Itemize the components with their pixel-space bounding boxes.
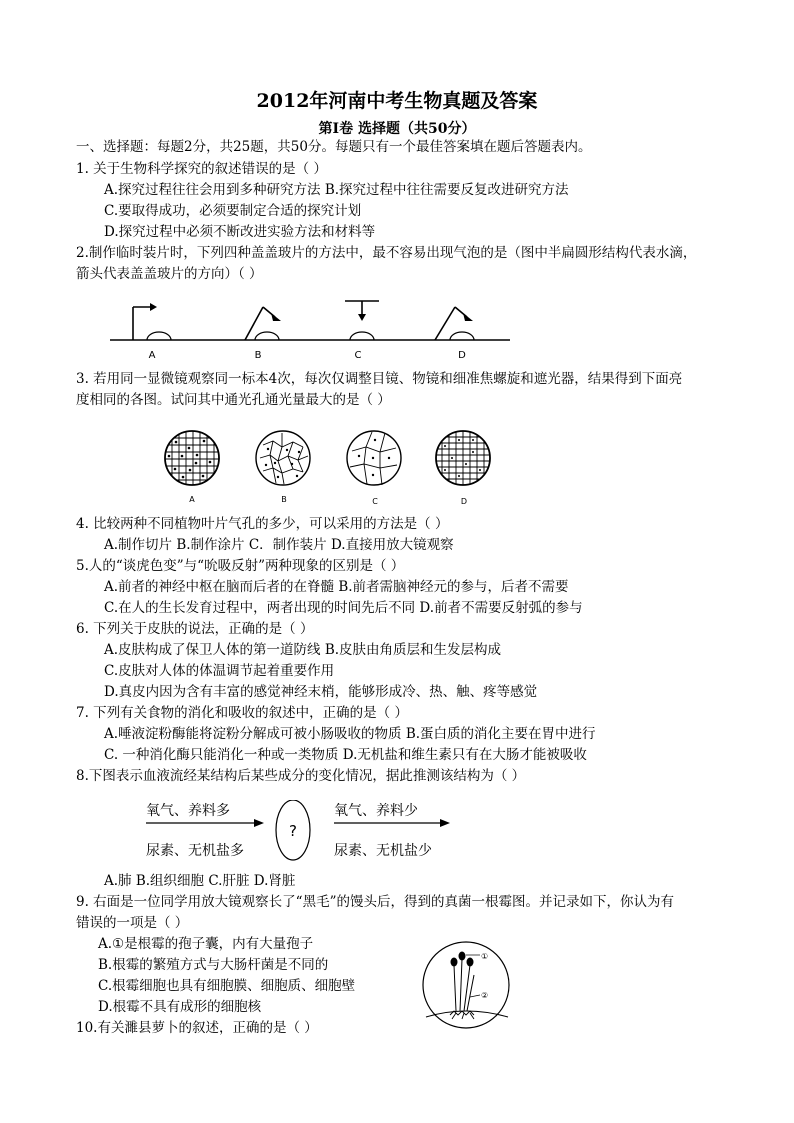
q1-option-c: C.要取得成功，必须要制定合适的探究计划 <box>104 203 362 219</box>
q8-question-mark: ? <box>289 822 297 840</box>
q2-figure-b <box>245 307 281 340</box>
q3-microscope-figure <box>160 425 520 510</box>
q7-options-ab: A.唾液淀粉酶能将淀粉分解成可被小肠吸收的物质 B.蛋白质的消化主要在胃中进行 <box>104 726 596 742</box>
q1-options-ab: A.探究过程往往会用到多种研究方法 B.探究过程中往往需要反复改进研究方法 <box>104 182 569 198</box>
q3-field-b <box>256 431 310 485</box>
q3-label-a: A <box>189 495 195 504</box>
q2-stem-line2: 箭头代表盖盖玻片的方向）（ ） <box>76 266 263 282</box>
q2-figure-d <box>435 307 474 340</box>
q2-figure-a <box>133 303 171 340</box>
q8-output-bottom: 尿素、无机盐少 <box>334 843 432 859</box>
q5-options-cd: C.在人的生长发育过程中，两者出现的时间先后不同 D.前者不需要反射弧的参与 <box>104 600 583 616</box>
q8-options: A.肺 B.组织细胞 C.肝脏 D.肾脏 <box>104 873 296 889</box>
q6-option-d: D.真皮内因为含有丰富的感觉神经末梢，能够形成冷、热、触、疼等感觉 <box>104 684 538 700</box>
q3-stem-line1: 3. 若用同一显微镜观察同一标本4次，每次仅调整目镜、物镜和细准焦螺旋和遮光器，结果得到下面亮 <box>76 371 683 387</box>
q2-label-d: D <box>458 350 466 361</box>
q3-stem-line2: 度相同的各图。试问其中通光孔通光量最大的是（ ） <box>76 392 391 408</box>
q8-stem: 8.下图表示血液流经某结构后某些成分的变化情况，据此推测该结构为（ ） <box>76 768 526 784</box>
section-heading: 第Ⅰ卷 选择题（共50分） <box>318 121 476 137</box>
q2-coverslip-figure <box>105 295 515 363</box>
q1-option-d: D.探究过程中必须不断改进实验方法和材料等 <box>104 224 376 240</box>
q9-stem-line2: 错误的一项是（ ） <box>76 915 189 931</box>
q4-stem: 4. 比较两种不同植物叶片气孔的多少，可以采用的方法是（ ） <box>76 516 449 532</box>
intro-line: 一、选择题：每题2分，共25题，共50分。每题只有一个最佳答案填在题后答题表内。 <box>76 139 592 155</box>
q1-stem: 1. 关于生物科学探究的叙述错误的是（ ） <box>76 161 327 177</box>
q9-stem-line1: 9. 右面是一位同学用放大镜观察长了“黑毛”的馒头后，得到的真菌一根霉图。并记录如下，你认为有 <box>76 894 674 910</box>
q5-options-ab: A.前者的神经中枢在脑而后者的在脊髓 B.前者需脑神经元的参与，后者不需要 <box>104 579 569 595</box>
q4-options: A.制作切片 B.制作涂片 C．制作装片 D.直接用放大镜观察 <box>104 537 454 553</box>
q6-option-c: C.皮肤对人体的体温调节起着重要作用 <box>104 663 335 679</box>
q3-label-d: D <box>460 497 468 506</box>
q9-option-d: D.根霉不具有成形的细胞核 <box>98 999 262 1015</box>
q9-option-a: A.①是根霉的孢子囊，内有大量孢子 <box>98 936 314 952</box>
q3-field-d <box>430 425 496 491</box>
q2-label-a: A <box>148 350 156 361</box>
q2-label-c: C <box>354 350 362 361</box>
q9-rhizopus-figure <box>420 935 520 1035</box>
q9-label-2: ② <box>481 991 489 1000</box>
q10-stem: 10.有关濉县萝卜的叙述，正确的是（ ） <box>76 1020 318 1036</box>
q3-label-c: C <box>372 497 378 506</box>
q3-field-c <box>347 431 401 485</box>
q5-stem: 5.人的“谈虎色变”与“吮吸反射”两种现象的区别是（ ） <box>76 558 405 574</box>
q6-stem: 6. 下列关于皮肤的说法，正确的是（ ） <box>76 621 314 637</box>
q6-options-ab: A.皮肤构成了保卫人体的第一道防线 B.皮肤由角质层和生发层构成 <box>104 642 502 658</box>
q3-field-a <box>160 425 224 491</box>
q8-input-top: 氧气、养料多 <box>146 803 230 819</box>
page-title: 2012年河南中考生物真题及答案 <box>256 90 538 112</box>
q9-label-1: ① <box>481 952 489 961</box>
q7-stem: 7. 下列有关食物的消化和吸收的叙述中，正确的是（ ） <box>76 705 408 721</box>
q9-option-b: B.根霉的繁殖方式与大肠杆菌是不同的 <box>98 957 329 973</box>
q8-input-bottom: 尿素、无机盐多 <box>146 843 244 859</box>
q8-output-top: 氧气、养料少 <box>334 803 418 819</box>
q2-figure-c <box>345 301 379 340</box>
q3-label-b: B <box>281 495 287 504</box>
q2-label-b: B <box>254 350 262 361</box>
q9-option-c: C.根霉细胞也具有细胞膜、细胞质、细胞壁 <box>98 978 356 994</box>
q7-options-cd: C. 一种消化酶只能消化一种或一类物质 D.无机盐和维生素只有在大肠才能被吸收 <box>104 747 587 763</box>
q2-stem-line1: 2.制作临时装片时，下列四种盖盖玻片的方法中，最不容易出现气泡的是（图中半扁圆形结构代表水滴， <box>76 245 697 261</box>
